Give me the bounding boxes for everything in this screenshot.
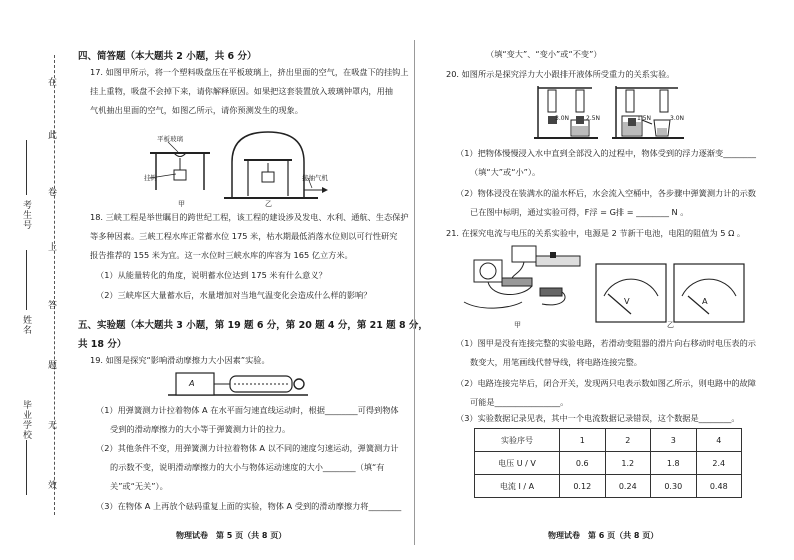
voltage-label-cell: 电压 U / V	[475, 452, 560, 475]
table-header-cell: 实验序号	[475, 429, 560, 452]
q21-circuit-figure	[462, 242, 590, 318]
q21-sub2-line1: （2）电路连接完毕后，闭合开关，发现两只电表示数如图乙所示，则电路中的故障	[456, 378, 756, 388]
table-header-cell: 1	[560, 429, 606, 452]
table-cell: 0.6	[560, 452, 606, 475]
table-cell: 0.24	[605, 475, 651, 498]
q20-sub2-line1: （2）物体浸没在装满水的溢水杯后，水会流入空桶中，各步骤中弹簧测力计的示数	[456, 188, 756, 198]
table-row	[475, 452, 742, 475]
q21-meter-v: V	[624, 296, 630, 306]
section4-heading: 四、简答题（本大题共 2 小题，共 6 分）	[78, 51, 257, 62]
sidebar-cell-0: 在	[48, 78, 58, 88]
q21-sub3-line1: （3）实验数据记录见表，其中一个电流数据记录错误，这个数据是________。	[456, 413, 740, 423]
page-divider	[414, 40, 415, 545]
table-cell: 1.2	[605, 452, 651, 475]
q17-line1: 17. 如图甲所示，将一个塑料吸盘压在平板玻璃上，挤出里面的空气，在吸盘下的挂钩上	[90, 67, 409, 77]
q21-sub1-line1: （1）图甲是没有连接完整的实验电路，若滑动变阻器的滑片向右移动时电压表的示	[456, 338, 756, 348]
left-footer: 物理试卷 第 5 页（共 8 页）	[176, 531, 287, 540]
table-cell: 1.8	[651, 452, 697, 475]
sidebar-cell-3: 上	[48, 243, 58, 253]
table-cell: 2.4	[696, 452, 742, 475]
q19-intro: 19. 如图是探究“影响滑动摩擦力大小因素”实验。	[90, 355, 270, 365]
q20-sub2-line2: 已在图中标明，通过实验可得，F浮 = G排 = ________ N 。	[470, 207, 689, 217]
q20-sub1-line2: （填“大”或“小”）。	[470, 167, 541, 177]
q21-meter-a: A	[702, 296, 708, 306]
q17-line2: 挂上重物，吸盘不会掉下来，请你解释原因。如果把这套装置放入玻璃钟罩内，用抽	[90, 86, 393, 96]
q17-label-pump: 接抽气机	[302, 174, 328, 182]
name-blank[interactable]	[26, 250, 27, 310]
sidebar-cell-7: 效	[48, 481, 58, 491]
q20-reading-2: 2.5N	[586, 115, 601, 122]
name-label: 姓名	[21, 315, 31, 335]
q19-sub2-line2: 的示数不变，说明滑动摩擦力的大小与物体运动速度的大小________（填“有	[110, 462, 385, 472]
sidebar-cell-4: 答	[48, 301, 58, 311]
table-cell: 0.12	[560, 475, 606, 498]
q17-label-hook: 挂钩	[144, 174, 157, 182]
q18-sub1: （1）从能量转化的角度，说明蓄水位达到 175 米有什么意义？	[96, 270, 327, 280]
q21-sub1-line2: 数变大，用笔画线代替导线，将电路连接完整。	[470, 357, 642, 367]
top-hint: （填“变大”、“变小”或“不变”）	[486, 49, 602, 59]
table-row	[475, 429, 742, 452]
q21-sub2-line2: 可能是________________。	[470, 397, 569, 407]
school-label: 毕业学校	[21, 400, 31, 440]
table-header-cell: 3	[651, 429, 697, 452]
q19-block-label: A	[189, 378, 195, 388]
q21-meters-figure	[594, 262, 746, 326]
sidebar-cell-1: 此	[48, 131, 58, 141]
q18-line2: 等多种因素。三峡工程水库正常蓄水位 175 米，枯水期最低消落水位则以可行性研究	[90, 231, 398, 241]
q17-line3: 气机抽出里面的空气，如图乙所示，请你预测发生的现象。	[90, 105, 303, 115]
q20-reading-3: 1.5N	[637, 115, 652, 122]
q21-caption-b: 乙	[667, 321, 674, 329]
q18-line3: 报告推荐的 155 米为宜。这一水位时三峡水库的库容为 165 亿立方米。	[90, 250, 353, 260]
q20-sub1-line1: （1）把物体慢慢浸入水中直到全部没入的过程中，物体受到的浮力逐渐变________	[456, 148, 756, 158]
section5-heading-line1: 五、实验题（本大题共 3 小题，第 19 题 6 分，第 20 题 4 分，第 21 题 8 分，	[78, 320, 428, 331]
q17-label-plate: 平板玻璃	[157, 135, 183, 143]
school-blank[interactable]	[26, 440, 27, 495]
q19-sub1-line1: （1）用弹簧测力计拉着物体 A 在水平面匀速直线运动时，根据________可得到物体	[96, 405, 399, 415]
q19-sub1-line2: 受到的滑动摩擦力的大小等于弹簧测力计的拉力。	[110, 424, 291, 434]
q18-sub2: （2）三峡库区大量蓄水后，水量增加对当地气温变化会造成什么样的影响？	[96, 290, 372, 300]
exam-number-blank[interactable]	[26, 140, 27, 195]
q17-caption-b: 乙	[265, 200, 272, 208]
q19-sub2-line1: （2）其他条件不变，用弹簧测力计拉着物体 A 以不同的速度匀速运动，弹簧测力计	[96, 443, 399, 453]
q19-sub3-line1: （3）在物体 A 上再放个砝码重复上面的实验，物体 A 受到的滑动摩擦力将________	[96, 501, 402, 511]
q20-reading-1: 3.0N	[555, 115, 570, 122]
table-row	[475, 475, 742, 498]
q21-intro: 21. 在探究电流与电压的关系实验中，电源是 2 节新干电池，电阻的阻值为 5 Ω 。	[446, 228, 746, 238]
exam-number-label: 考生号	[21, 200, 31, 230]
table-cell: 0.30	[651, 475, 697, 498]
q19-sub2-line3: 关”或“无关”）。	[110, 481, 168, 491]
sidebar-cell-2: 卷	[48, 188, 58, 198]
table-cell: 0.48	[696, 475, 742, 498]
data-table	[474, 428, 742, 498]
table-header-cell: 2	[605, 429, 651, 452]
section5-heading-line2: 共 18 分）	[78, 339, 127, 350]
q21-caption-a: 甲	[514, 321, 521, 329]
q20-reading-4: 3.0N	[670, 115, 685, 122]
q17-caption-a: 甲	[178, 200, 185, 208]
table-header-cell: 4	[696, 429, 742, 452]
q18-line1: 18. 三峡工程是举世瞩目的跨世纪工程，该工程的建设涉及发电、水利、通航、生态保护	[90, 212, 409, 222]
q20-intro: 20. 如图所示是探究浮力大小跟排开液体所受重力的关系实验。	[446, 69, 675, 79]
right-footer: 物理试卷 第 6 页（共 8 页）	[548, 531, 659, 540]
sidebar-cell-6: 无	[48, 421, 58, 431]
sidebar-cell-5: 题	[48, 361, 58, 371]
current-label-cell: 电流 I / A	[475, 475, 560, 498]
q20-figure	[528, 80, 688, 142]
